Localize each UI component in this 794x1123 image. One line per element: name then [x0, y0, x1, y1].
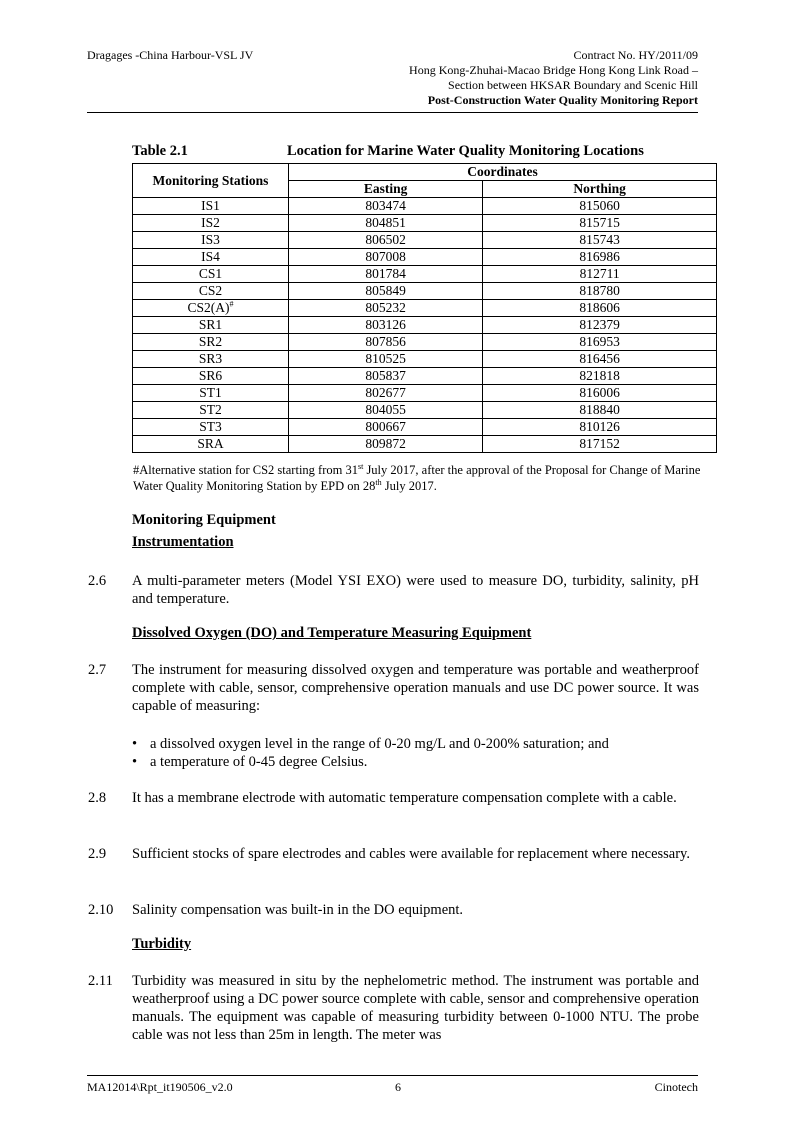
table-body: [133, 198, 717, 453]
cell-northing: 815060: [483, 198, 717, 215]
measurement-bullet-list: [132, 735, 609, 771]
cell-northing: 817152: [483, 436, 717, 453]
paragraph-2-7: [88, 661, 699, 715]
cell-easting: 803126: [289, 317, 483, 334]
cell-station: [133, 351, 289, 368]
station-name: SR3: [198, 351, 223, 366]
table-label: Table 2.1: [132, 143, 188, 159]
bullet-item: • a temperature of 0-45 degree Celsius.: [132, 753, 609, 771]
table-row: [133, 300, 717, 317]
cell-northing: 818606: [483, 300, 717, 317]
cell-easting: 807008: [289, 249, 483, 266]
col-header-station: Monitoring Stations: [133, 164, 289, 198]
station-name: IS4: [201, 249, 220, 264]
station-name: ST1: [199, 385, 222, 400]
table-row: [133, 249, 717, 266]
cell-station: [133, 283, 289, 300]
cell-easting: 805232: [289, 300, 483, 317]
section-monitoring-equipment: Monitoring Equipment: [132, 512, 276, 528]
cell-station: [133, 334, 289, 351]
station-name: IS2: [201, 215, 220, 230]
cell-station: [133, 300, 289, 317]
paragraph-number: 2.6: [88, 573, 107, 589]
paragraph-text: The instrument for measuring dissolved oxygen and temperature was portable and weatherproof complete with cable, sensor, comprehensive operation manuals and use DC power source. It was capable of measuring:: [132, 662, 699, 714]
station-name: SR1: [198, 317, 223, 332]
paragraph-number: 2.11: [88, 973, 113, 989]
cell-station: [133, 419, 289, 436]
table-row: [133, 419, 717, 436]
paragraph-text: Turbidity was measured in situ by the nephelometric method. The instrument was portable and weatherproof using a DC power source complete with cable, sensor and comprehensive operation manuals. The equipment was capable of measuring turbidity between 0-1000 NTU. The probe cable was not less than 25m in length. The meter was: [132, 973, 699, 1043]
cell-northing: 818840: [483, 402, 717, 419]
table-row: [133, 283, 717, 300]
section-turbidity: Turbidity: [132, 936, 192, 952]
table-footnote: [133, 462, 713, 494]
cell-northing: 812379: [483, 317, 717, 334]
station-name: CS2: [198, 283, 223, 298]
paragraph-text: Sufficient stocks of spare electrodes and cables were available for replacement where necessary.: [132, 846, 690, 862]
cell-station: [133, 317, 289, 334]
table-row: [133, 215, 717, 232]
section-instrumentation: Instrumentation: [132, 534, 234, 550]
cell-northing: 815743: [483, 232, 717, 249]
cell-northing: 810126: [483, 419, 717, 436]
cell-northing: 815715: [483, 215, 717, 232]
station-name: CS1: [198, 266, 223, 281]
cell-station: [133, 266, 289, 283]
station-name: ST3: [199, 419, 222, 434]
cell-northing: 821818: [483, 368, 717, 385]
paragraph-text: A multi-parameter meters (Model YSI EXO) were used to measure DO, turbidity, salinity, pH and temperature.: [132, 573, 699, 607]
cell-station: [133, 402, 289, 419]
footnote-text-3: July 2017.: [381, 479, 437, 493]
table-title: Location for Marine Water Quality Monitoring Locations: [287, 143, 644, 159]
paragraph-number: 2.8: [88, 790, 107, 806]
header-company: Dragages -China Harbour-VSL JV: [87, 48, 254, 62]
cell-easting: 804055: [289, 402, 483, 419]
footer-rule: [87, 1075, 698, 1076]
station-name: CS2(A): [187, 300, 230, 315]
paragraph-2-10: [88, 901, 699, 919]
section-do-temperature: Dissolved Oxygen (DO) and Temperature Measuring Equipment: [132, 625, 532, 641]
paragraph-2-6: [88, 572, 699, 608]
table-row: [133, 198, 717, 215]
paragraph-2-8: [88, 789, 699, 807]
paragraph-number: 2.7: [88, 662, 107, 678]
header-section: Section between HKSAR Boundary and Scenic Hill: [448, 78, 698, 92]
table-row: [133, 385, 717, 402]
table-row: [133, 266, 717, 283]
cell-easting: 809872: [289, 436, 483, 453]
footer-document-ref: MA12014\Rpt_it190506_v2.0: [87, 1080, 233, 1094]
header-project: Hong Kong-Zhuhai-Macao Bridge Hong Kong Link Road –: [409, 63, 698, 77]
footer-company: Cinotech: [654, 1080, 698, 1094]
cell-northing: 818780: [483, 283, 717, 300]
footnote-text-2: July 2017, after the approval of the Proposal for Change of Marine Water Quality Monitoring Station by EPD on 28: [133, 463, 701, 493]
cell-easting: 806502: [289, 232, 483, 249]
footnote-text-1: #Alternative station for CS2 starting from 31: [133, 463, 358, 477]
cell-northing: 816986: [483, 249, 717, 266]
station-name: SR2: [198, 334, 223, 349]
paragraph-number: 2.10: [88, 902, 114, 918]
cell-easting: 804851: [289, 215, 483, 232]
cell-station: [133, 215, 289, 232]
station-footnote-mark: #: [229, 299, 234, 309]
cell-northing: 816456: [483, 351, 717, 368]
cell-easting: 801784: [289, 266, 483, 283]
footer-page-number: 6: [395, 1080, 401, 1094]
header-contract-no: Contract No. HY/2011/09: [573, 48, 698, 62]
cell-station: [133, 368, 289, 385]
col-header-coordinates: Coordinates: [289, 164, 717, 181]
cell-easting: 805849: [289, 283, 483, 300]
station-name: SRA: [197, 436, 224, 451]
table-row: [133, 368, 717, 385]
cell-easting: 805837: [289, 368, 483, 385]
station-name: IS1: [201, 198, 220, 213]
cell-station: [133, 198, 289, 215]
table-row: [133, 351, 717, 368]
cell-northing: 812711: [483, 266, 717, 283]
table-row: [133, 402, 717, 419]
footnote-sup-2: th: [375, 477, 382, 487]
cell-station: [133, 249, 289, 266]
table-row: [133, 317, 717, 334]
cell-easting: 800667: [289, 419, 483, 436]
cell-easting: 807856: [289, 334, 483, 351]
monitoring-locations-table: [132, 163, 717, 453]
paragraph-text: Salinity compensation was built-in in the DO equipment.: [132, 902, 464, 918]
cell-station: [133, 232, 289, 249]
cell-easting: 810525: [289, 351, 483, 368]
station-name: ST2: [199, 402, 222, 417]
bullet-item: • a dissolved oxygen level in the range of 0-20 mg/L and 0-200% saturation; and: [132, 735, 609, 753]
paragraph-2-11: [88, 972, 699, 1044]
header-rule: [87, 112, 698, 113]
footnote-sup-1: st: [357, 461, 364, 471]
cell-northing: 816006: [483, 385, 717, 402]
cell-station: [133, 436, 289, 453]
paragraph-text: It has a membrane electrode with automatic temperature compensation complete with a cable.: [132, 790, 677, 806]
cell-station: [133, 385, 289, 402]
station-name: SR6: [198, 368, 223, 383]
paragraph-2-9: [88, 845, 699, 863]
col-header-northing: Northing: [483, 181, 717, 198]
header-report-title: Post-Construction Water Quality Monitoring Report: [427, 93, 698, 107]
paragraph-number: 2.9: [88, 846, 107, 862]
cell-northing: 816953: [483, 334, 717, 351]
station-name: IS3: [201, 232, 220, 247]
cell-easting: 802677: [289, 385, 483, 402]
table-row: [133, 436, 717, 453]
header-contract-info: [409, 48, 698, 108]
table-row: [133, 334, 717, 351]
col-header-easting: Easting: [289, 181, 483, 198]
table-row: [133, 232, 717, 249]
table-caption: [132, 143, 644, 160]
cell-easting: 803474: [289, 198, 483, 215]
